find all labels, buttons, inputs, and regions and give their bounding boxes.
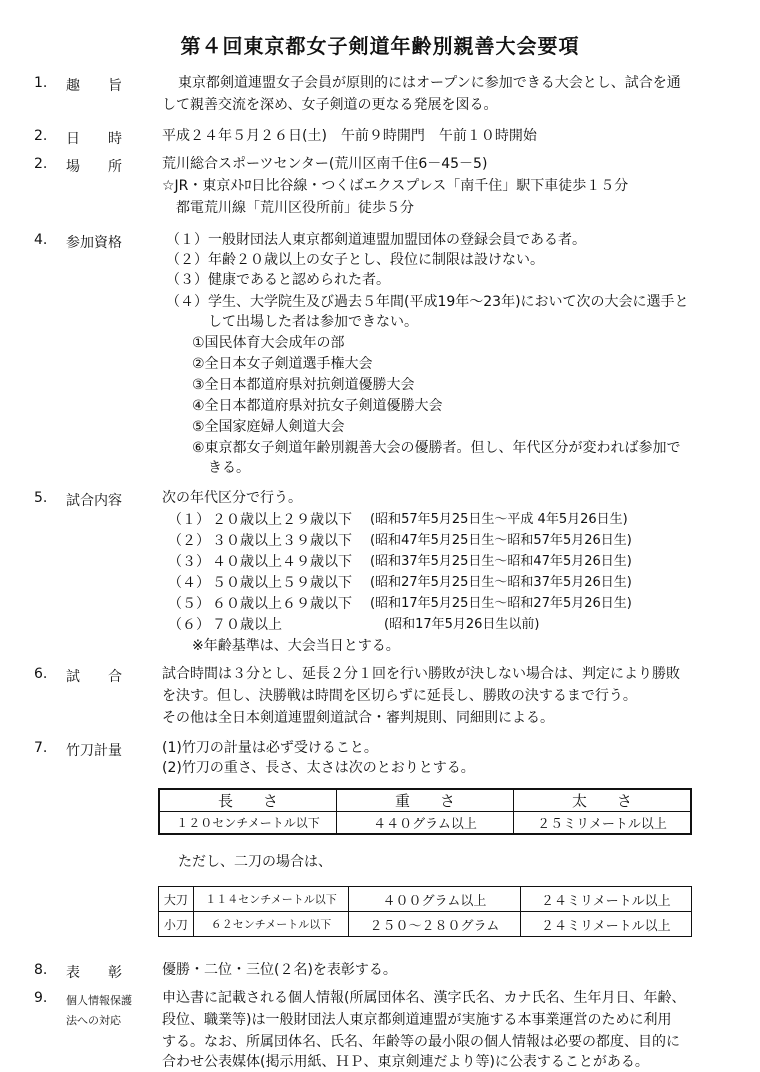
age-row-number: （２） [168,533,210,549]
section-8-text: 優勝・二位・三位(２名)を表彰する。 [162,962,397,978]
table-cell: ２４ミリメートル以上 [520,912,691,937]
age-row-birth: (昭和37年5月25日生～昭和47年5月26日生) [370,554,632,569]
table-header: 太 さ [514,789,692,812]
section-6-label: 試 合 [66,669,122,685]
age-row-birth: (昭和47年5月25日生～昭和57年5月26日生) [370,533,632,548]
age-row-range: ２０歳以上２９歳以下 [212,512,352,528]
section-6-number: 6. [34,666,48,682]
table-cell: １２０センチメートル以下 [159,812,337,834]
section-4-line-9: ④全日本都道府県対抗女子剣道優勝大会 [192,398,443,414]
age-row-number: （６） [168,617,210,633]
table-header: 長 さ [159,789,337,812]
section-6-line-3: その他は全日本剣道連盟剣道試合・審判規則、同細則による。 [162,710,554,726]
age-row-number: （１） [168,512,210,528]
section-9-label-2: 法への対応 [66,1014,121,1027]
section-1-line-2: して親善交流を深め、女子剣道の更なる発展を図る。 [162,97,498,113]
age-row-birth: (昭和27年5月25日生～昭和37年5月26日生) [370,575,632,590]
section-5-label: 試合内容 [66,493,122,509]
age-row-range: ３０歳以上３９歳以下 [212,533,352,549]
section-4-line-4: （４）学生、大学院生及び過去５年間(平成19年～23年)において次の大会に選手と [166,294,689,310]
section-4-number: 4. [34,232,48,248]
table-cell: ２５ミリメートル以上 [514,812,692,834]
nito-intro: ただし、二刀の場合は、 [178,854,332,870]
table-cell: 小刀 [159,912,194,937]
section-9-line-3: する。なお、所属団体名、氏名、年齢等の最小限の個人情報は必要の都度、目的に [162,1034,680,1050]
section-5-number: 5. [34,490,48,506]
section-4-line-3: （３）健康であると認められた者。 [166,272,390,288]
section-6-line-2: を決す。但し、決勝戦は時間を区切らずに延長し、勝敗の決するまで行う。 [162,688,637,704]
age-row-birth: (昭和57年5月25日生～平成 4年5月26日生) [370,512,628,527]
section-4-line-8: ③全日本都道府県対抗剣道優勝大会 [192,377,415,393]
section-9-line-2: 段位、職業等)は一般財団法人東京都剣道連盟が実施する本事業運営のために利用 [162,1012,672,1028]
section-3-line-2: ☆JR・東京ﾒﾄﾛ日比谷線・つくばエクスプレス「南千住」駅下車徒歩１５分 [162,178,629,194]
section-9-line-4: 合わせ公表媒体(掲示用紙、ＨＰ、東京剣連だより等)に公表することがある。 [162,1054,649,1070]
table-cell: ４００グラム以上 [349,887,520,912]
age-row-range: ４０歳以上４９歳以下 [212,554,352,570]
age-row-number: （４） [168,575,210,591]
section-1-number: 1. [34,75,48,91]
section-4-line-10: ⑤全国家庭婦人剣道大会 [192,419,345,435]
section-8-label: 表 彰 [66,965,122,981]
section-4-label: 参加資格 [66,235,122,251]
section-7-number: 7. [34,740,48,756]
section-5-intro: 次の年代区分で行う。 [162,490,302,506]
age-row-number: （３） [168,554,210,570]
table-cell: ２５０～２８０グラム [349,912,520,937]
section-4-line-11: ⑥東京都女子剣道年齢別親善大会の優勝者。但し、年代区分が変われば参加で [192,440,681,456]
table-cell: 大刀 [159,887,194,912]
age-row-number: （５） [168,596,210,612]
section-3-line-3: 都電荒川線「荒川区役所前」徒歩５分 [176,200,414,216]
section-3-label: 場 所 [66,159,122,175]
section-4-line-7: ②全日本女子剣道選手権大会 [192,356,373,372]
age-row-birth: (昭和17年5月26日生以前) [384,617,540,632]
section-1-label: 趣 旨 [66,78,122,94]
table-header: 重 さ [337,789,514,812]
table-cell: ６２センチメートル以下 [193,912,349,937]
section-1-line-1: 東京都剣道連盟女子会員が原則的にはオープンに参加できる大会とし、試合を通 [178,75,681,91]
section-2-text: 平成２４年５月２６日(土) 午前９時開門 午前１０時開始 [162,128,537,144]
section-4-line-5: して出場した者は参加できない。 [208,314,418,330]
section-7-line-1: (1)竹刀の計量は必ず受けること。 [162,740,378,756]
section-9-line-1: 申込書に記載される個人情報(所属団体名、漢字氏名、カナ氏名、生年月日、年齢、 [162,990,686,1006]
section-4-line-12: きる。 [208,460,250,476]
age-note: ※年齢基準は、大会当日とする。 [192,638,400,654]
section-3-line-1: 荒川総合スポーツセンター(荒川区南千住6－45－5) [162,156,488,172]
nito-spec-table [158,886,692,937]
section-2-number: 2. [34,128,48,144]
table-cell: １１４センチメートル以下 [193,887,349,912]
shinai-spec-table [158,788,692,835]
section-4-line-1: （１）一般財団法人東京都剣道連盟加盟団体の登録会員である者。 [166,232,586,248]
table-cell: ２４ミリメートル以上 [520,887,691,912]
section-7-label: 竹刀計量 [66,743,122,759]
page-title: 第４回東京都女子剣道年齢別親善大会要項 [180,34,580,58]
table-cell: ４４０グラム以上 [337,812,514,834]
section-7-line-2: (2)竹刀の重さ、長さ、太さは次のとおりとする。 [162,760,475,776]
section-4-line-2: （２）年齢２０歳以上の女子とし、段位に制限は設けない。 [166,252,544,268]
section-9-number: 9. [34,990,48,1006]
section-9-label-1: 個人情報保護 [66,994,132,1007]
age-row-range: ６０歳以上６９歳以下 [212,596,352,612]
age-row-birth: (昭和17年5月25日生～昭和27年5月26日生) [370,596,632,611]
age-row-range: ５０歳以上５９歳以下 [212,575,352,591]
section-2-label: 日 時 [66,131,122,147]
age-row-range: ７０歳以上 [212,617,282,633]
section-4-line-6: ①国民体育大会成年の部 [192,335,345,351]
section-8-number: 8. [34,962,48,978]
section-6-line-1: 試合時間は３分とし、延長２分１回を行い勝敗が決しない場合は、判定により勝敗 [162,666,680,682]
section-3-number: 2. [34,156,48,172]
